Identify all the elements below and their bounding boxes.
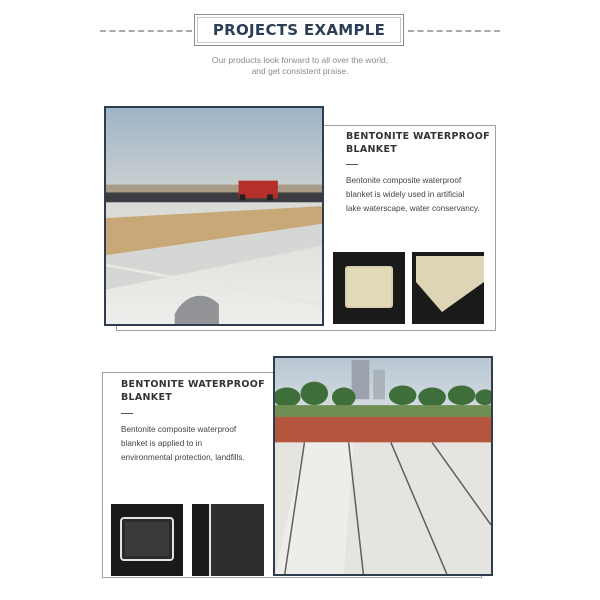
header-divider-right	[408, 30, 500, 32]
section2-body-line-3: environmental protection, landfills.	[121, 453, 245, 462]
section1-description	[346, 174, 480, 216]
section1-body-line-2: blanket is widely used in artificial	[346, 190, 465, 199]
section2-title	[121, 378, 265, 404]
page-subtitle	[180, 55, 420, 77]
section2-description	[121, 423, 245, 465]
section1-title	[346, 130, 490, 156]
section1-thumbnail-2	[412, 252, 484, 324]
section2-title-line-1: BENTONITE WATERPROOF	[121, 379, 265, 390]
section1-thumbnail-1	[333, 252, 405, 324]
subtitle-line-1: Our products look forward to all over the world,	[211, 55, 389, 65]
section2-body-line-2: blanket is applied to in	[121, 439, 203, 448]
section1-title-line-1: BENTONITE WATERPROOF	[346, 131, 490, 142]
section1-title-line-2: BLANKET	[346, 144, 398, 155]
header-title-box	[194, 14, 404, 46]
header-divider-left	[100, 30, 192, 32]
section2-thumbnail-1	[111, 504, 183, 576]
section2-main-photo	[273, 356, 493, 576]
section1-dash	[346, 164, 358, 165]
section1-main-photo	[104, 106, 324, 326]
page-title: PROJECTS EXAMPLE	[212, 21, 386, 39]
section1-body-line-1: Bentonite composite waterproof	[346, 176, 462, 185]
section2-thumbnail-2	[192, 504, 264, 576]
section2-body-line-1: Bentonite composite waterproof	[121, 425, 237, 434]
section2-dash	[121, 413, 133, 414]
section2-title-line-2: BLANKET	[121, 392, 173, 403]
subtitle-line-2: and get consistent praise.	[251, 66, 349, 76]
section1-body-line-3: lake waterscape, water conservancy.	[346, 204, 480, 213]
